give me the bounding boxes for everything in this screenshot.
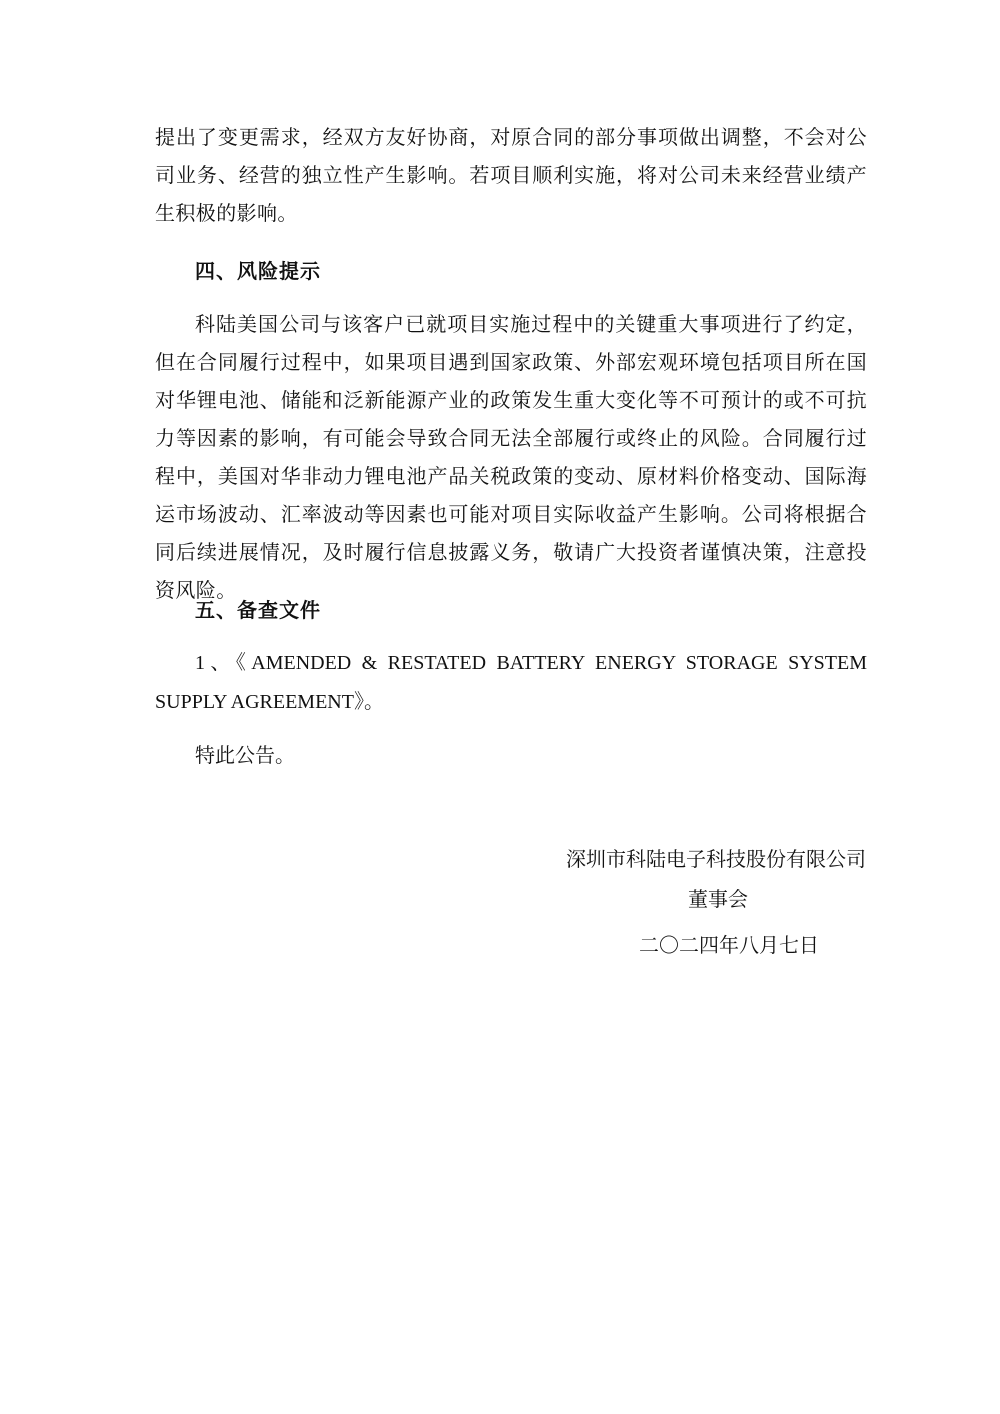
paragraph-risk: 科陆美国公司与该客户已就项目实施过程中的关键重大事项进行了约定，但在合同履行过程中，如果项目遇到国家政策、外部宏观环境包括项目所在国对华锂电池、储能和泛新能源产业的政策发生重大变化等不可预计的或不可抗力等因素的影响，有可能会导致合同无法全部履行或终止的风险。合同履行过程中，美国对华非动力锂电池产品关税政策的变动、原材料价格变动、国际海运市场波动、汇率波动等因素也可能对项目实际收益产生影响。公司将根据合同后续进展情况，及时履行信息披露义务，敬请广大投资者谨慎决策，注意投资风险。 bbox=[155, 312, 867, 602]
section-heading-documents: 五、备查文件 bbox=[195, 598, 321, 622]
document-item-line-1: 1、《AMENDED & RESTATED BATTERY ENERGY STORAGE SYSTEM bbox=[195, 652, 867, 674]
closing-statement: 特此公告。 bbox=[195, 743, 295, 767]
signature-company: 深圳市科陆电子科技股份有限公司 bbox=[566, 847, 866, 871]
document-item-line-2: SUPPLY AGREEMENT》。 bbox=[155, 691, 384, 713]
signature-date: 二〇二四年八月七日 bbox=[639, 933, 819, 957]
signature-board: 董事会 bbox=[688, 887, 748, 911]
section-heading-risk: 四、风险提示 bbox=[195, 259, 321, 283]
paragraph-continuation: 提出了变更需求，经双方友好协商，对原合同的部分事项做出调整，不会对公司业务、经营的独立性产生影响。若项目顺利实施，将对公司未来经营业绩产生积极的影响。 bbox=[155, 125, 867, 225]
